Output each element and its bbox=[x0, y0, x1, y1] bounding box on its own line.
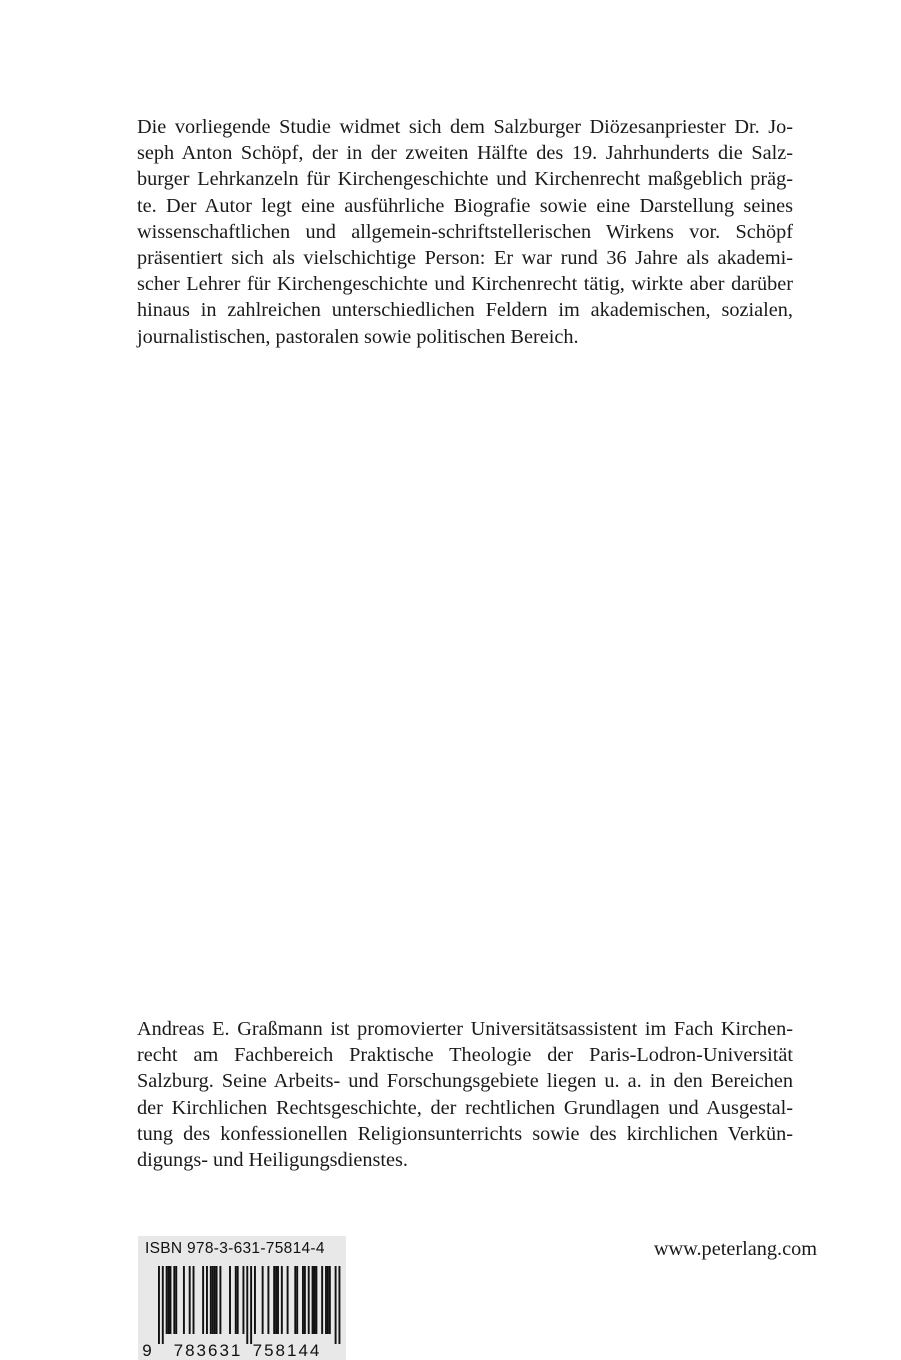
biography-line: digungs- und Heiligungsdienstes. bbox=[137, 1149, 408, 1172]
barcode-bar bbox=[329, 1266, 331, 1334]
barcode-bar bbox=[235, 1266, 237, 1334]
barcode-digits-right: 758144 bbox=[252, 1341, 322, 1360]
biography-line: Andreas E. Graßmann ist promovierter Universitätsassistent im Fach Kirchen- bbox=[137, 1018, 793, 1040]
barcode-bar bbox=[338, 1266, 340, 1344]
barcode-bar bbox=[287, 1266, 289, 1334]
barcode-bar bbox=[210, 1266, 212, 1334]
isbn-barcode-block bbox=[138, 1236, 346, 1360]
barcode-bar bbox=[202, 1266, 204, 1334]
barcode-bar bbox=[275, 1266, 277, 1334]
barcode-bar bbox=[212, 1266, 214, 1334]
description-line: te. Der Autor legt eine ausführliche Biografie sowie eine Darstellung seines bbox=[137, 194, 793, 217]
barcode-bar bbox=[216, 1266, 218, 1334]
barcode-bar bbox=[281, 1266, 283, 1334]
barcode-bar bbox=[170, 1266, 172, 1334]
barcode-bars bbox=[158, 1266, 340, 1344]
barcode-bar bbox=[237, 1266, 239, 1334]
barcode-bar bbox=[206, 1266, 208, 1334]
barcode-bar bbox=[262, 1266, 264, 1334]
barcode-bar bbox=[315, 1266, 317, 1334]
barcode-bar bbox=[166, 1266, 168, 1334]
barcode-bar bbox=[277, 1266, 279, 1334]
description-line: wissenschaftlichen und allgemein-schriftstellerischen Wirkens vor. Schöpf bbox=[137, 220, 793, 243]
barcode-bar bbox=[214, 1266, 216, 1334]
description-line: burger Lehrkanzeln für Kirchengeschichte und Kirchenrecht maßgeblich präg- bbox=[137, 168, 793, 191]
barcode-bar bbox=[267, 1266, 269, 1334]
barcode-bar bbox=[183, 1266, 185, 1334]
barcode-bar bbox=[162, 1266, 164, 1344]
barcode-bar bbox=[294, 1266, 296, 1334]
barcode-bar bbox=[308, 1266, 310, 1334]
isbn-label: ISBN 978-3-631-75814-4 bbox=[145, 1240, 325, 1257]
biography-line: der Kirchlichen Rechtsgeschichte, der rechtlichen Grundlagen und Ausgestal- bbox=[137, 1096, 793, 1119]
biography-line: tung des konfessionellen Religionsunterrichts sowie des kirchlichen Verkün- bbox=[137, 1122, 793, 1145]
description-line: Die vorliegende Studie widmet sich dem Salzburger Diözesanpriester Dr. Jo- bbox=[137, 116, 793, 138]
barcode-bar bbox=[325, 1266, 327, 1334]
description-line: journalistischen, pastoralen sowie politischen Bereich. bbox=[137, 325, 579, 348]
barcode-bar bbox=[273, 1266, 275, 1334]
biography-line: Salzburg. Seine Arbeits- und Forschungsgebiete liegen u. a. in den Bereichen bbox=[137, 1070, 793, 1093]
barcode-bar bbox=[246, 1266, 248, 1344]
publisher-website: www.peterlang.com bbox=[653, 1238, 817, 1260]
description-line: scher Lehrer für Kirchengeschichte und Kirchenrecht tätig, wirkte aber darüber bbox=[137, 273, 793, 296]
barcode-bar bbox=[304, 1266, 306, 1334]
barcode-bar bbox=[158, 1266, 160, 1344]
barcode-bar bbox=[193, 1266, 195, 1334]
barcode-bar bbox=[173, 1266, 175, 1334]
barcode-bar bbox=[296, 1266, 298, 1334]
barcode-bar bbox=[302, 1266, 304, 1334]
barcode bbox=[138, 1262, 346, 1360]
barcode-digits-left: 783631 bbox=[173, 1341, 243, 1360]
biography-line: recht am Fachbereich Praktische Theologie der Paris-Lodron-Universität bbox=[137, 1044, 793, 1067]
barcode-bar bbox=[321, 1266, 323, 1334]
barcode-bar bbox=[314, 1266, 316, 1334]
barcode-bar bbox=[312, 1266, 314, 1334]
barcode-bar bbox=[175, 1266, 177, 1334]
barcode-bar bbox=[189, 1266, 191, 1334]
barcode-bar bbox=[327, 1266, 329, 1334]
author-biography bbox=[137, 1016, 793, 1173]
barcode-bar bbox=[335, 1266, 337, 1344]
barcode-bar bbox=[250, 1266, 252, 1344]
description-line: hinaus in zahlreichen unterschiedlichen Feldern im akademischen, sozialen, bbox=[137, 299, 793, 322]
barcode-digit-first: 9 bbox=[142, 1341, 152, 1360]
book-description bbox=[137, 114, 793, 350]
description-line: präsentiert sich als vielschichtige Person: Er war rund 36 Jahre als akademi- bbox=[137, 247, 793, 270]
barcode-bar bbox=[219, 1266, 221, 1334]
barcode-bar bbox=[254, 1266, 256, 1334]
barcode-bar bbox=[229, 1266, 231, 1334]
barcode-bar bbox=[242, 1266, 244, 1334]
barcode-bar bbox=[168, 1266, 170, 1334]
description-line: seph Anton Schöpf, der in der zweiten Hälfte des 19. Jahrhunderts die Salz- bbox=[137, 142, 793, 165]
